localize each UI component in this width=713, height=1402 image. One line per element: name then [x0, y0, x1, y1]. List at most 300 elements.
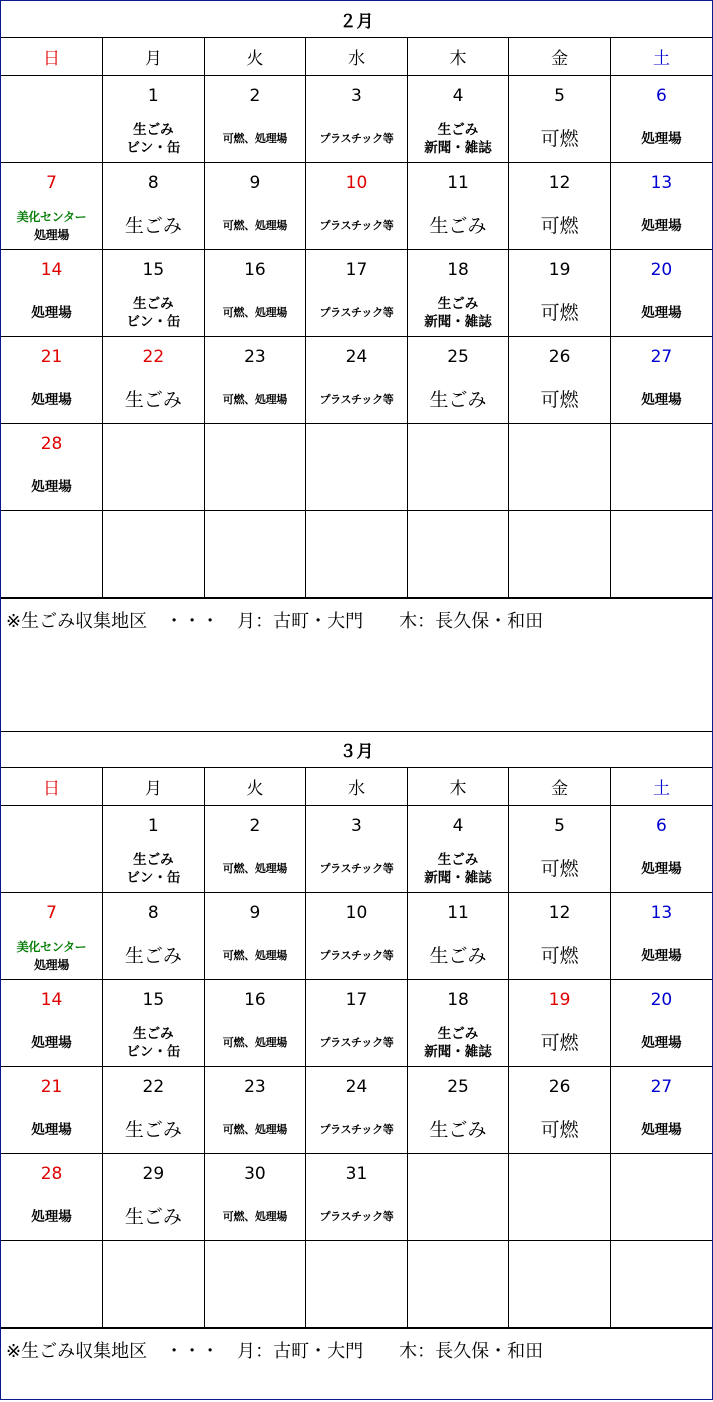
day-cell — [306, 1066, 408, 1153]
day-cell — [509, 892, 611, 979]
weekday-header: 火 — [204, 38, 306, 75]
week-row — [1, 249, 712, 336]
empty-day-cell — [610, 1240, 712, 1327]
collection-type — [205, 1111, 306, 1149]
weekday-header: 土 — [610, 38, 712, 75]
collection-note-area — [1, 1328, 712, 1402]
collection-type-line: 可燃、処理場 — [222, 1122, 287, 1136]
empty-day-cell — [1, 75, 103, 162]
collection-type-line: プラスチック等 — [319, 218, 394, 232]
day-number: 4 — [452, 815, 464, 836]
empty-day-cell — [103, 423, 205, 510]
day-cell — [306, 162, 408, 249]
week-row — [1, 892, 712, 979]
day-cell — [610, 249, 712, 336]
month-march — [1, 731, 712, 1402]
collection-type-line: 生ごみ — [437, 851, 479, 868]
collection-type — [205, 120, 306, 158]
day-cell — [204, 162, 306, 249]
empty-day-cell — [204, 510, 306, 597]
day-number: 4 — [452, 85, 464, 106]
day-cell — [610, 336, 712, 423]
collection-type — [408, 207, 509, 245]
collection-type — [611, 120, 712, 158]
collection-type-line: 生ごみ — [133, 295, 174, 312]
week-row — [1, 423, 712, 510]
week-row — [1, 1153, 712, 1240]
day-number: 18 — [447, 259, 469, 280]
day-number: 9 — [249, 172, 261, 193]
day-number: 21 — [40, 1076, 63, 1097]
weekday-header: 金 — [509, 38, 611, 75]
collection-type — [408, 294, 509, 332]
day-number: 24 — [345, 346, 368, 367]
day-cell — [306, 892, 408, 979]
day-number: 28 — [40, 1163, 63, 1184]
collection-type-line: 処理場 — [641, 1121, 682, 1138]
collection-type-line: 処理場 — [31, 1208, 72, 1225]
day-cell — [407, 892, 509, 979]
day-number: 19 — [548, 989, 571, 1010]
day-cell — [204, 979, 306, 1066]
collection-type-line: プラスチック等 — [319, 1209, 394, 1223]
collection-type — [408, 850, 509, 888]
collection-type — [103, 207, 204, 245]
collection-type-line: 可燃、処理場 — [222, 305, 287, 319]
collection-type-line: 生ごみ — [133, 1025, 174, 1042]
day-number: 30 — [244, 1163, 266, 1184]
day-cell — [1, 423, 103, 510]
collection-type — [103, 1024, 204, 1062]
day-cell — [306, 75, 408, 162]
weekday-header: 日 — [1, 768, 103, 805]
day-number: 20 — [650, 259, 673, 280]
day-number: 20 — [650, 989, 673, 1010]
collection-type-line: 生ごみ — [437, 1025, 479, 1042]
collection-type-line: 可燃、処理場 — [222, 1209, 287, 1223]
empty-day-cell — [204, 423, 306, 510]
collection-type-line: 生ごみ — [124, 1118, 182, 1141]
day-cell — [1, 1153, 103, 1240]
collection-type-line: 可燃、処理場 — [222, 131, 287, 145]
day-cell — [204, 75, 306, 162]
collection-type-line: プラスチック等 — [319, 1035, 394, 1049]
day-cell — [407, 1066, 509, 1153]
empty-day-cell — [103, 1240, 205, 1327]
collection-type — [611, 937, 712, 975]
collection-type — [306, 1198, 407, 1236]
day-number: 28 — [40, 433, 63, 454]
collection-type-line: 可燃、処理場 — [222, 861, 287, 875]
day-cell — [103, 805, 205, 892]
collection-type — [103, 937, 204, 975]
collection-type — [408, 1024, 509, 1062]
collection-type-line: 処理場 — [33, 227, 70, 242]
day-cell — [1, 892, 103, 979]
collection-type-line: 可燃 — [540, 301, 579, 324]
collection-type — [611, 1111, 712, 1149]
collection-type-line: 処理場 — [31, 1121, 72, 1138]
day-cell — [103, 979, 205, 1066]
day-cell — [610, 892, 712, 979]
collection-type — [1, 937, 102, 975]
empty-day-cell — [306, 1240, 408, 1327]
weekday-header: 木 — [407, 768, 509, 805]
collection-type — [103, 381, 204, 419]
day-number: 31 — [345, 1163, 368, 1184]
day-cell — [407, 75, 509, 162]
empty-day-cell — [1, 805, 103, 892]
collection-type-line: 処理場 — [31, 478, 72, 495]
empty-day-cell — [407, 1240, 509, 1327]
day-number: 13 — [650, 902, 673, 923]
collection-type-line: 生ごみ — [437, 295, 479, 312]
day-cell — [306, 1153, 408, 1240]
day-cell — [306, 805, 408, 892]
day-number: 10 — [345, 172, 368, 193]
collection-type — [509, 1111, 610, 1149]
collection-type — [306, 120, 407, 158]
empty-day-cell — [610, 423, 712, 510]
day-number: 27 — [650, 1076, 673, 1097]
collection-type — [509, 850, 610, 888]
day-number: 22 — [142, 1076, 165, 1097]
day-number: 25 — [447, 1076, 469, 1097]
collection-type-line: 生ごみ — [133, 851, 174, 868]
day-cell — [103, 162, 205, 249]
day-number: 12 — [548, 902, 571, 923]
day-number: 11 — [447, 172, 469, 193]
collection-area-note: ※生ごみ収集地区 ・・・ 月：古町・大門 木：長久保・和田 — [6, 610, 544, 632]
empty-day-cell — [509, 510, 611, 597]
collection-type — [205, 294, 306, 332]
collection-type — [205, 381, 306, 419]
week-row — [1, 1066, 712, 1153]
collection-type-line: 生ごみ — [124, 944, 182, 967]
empty-day-cell — [103, 510, 205, 597]
day-cell — [204, 249, 306, 336]
month-title: ３月 — [1, 731, 712, 768]
collection-type-line: 新聞・雑誌 — [424, 1043, 492, 1060]
empty-day-cell — [509, 1153, 611, 1240]
calendar-grid — [1, 38, 712, 598]
day-cell — [204, 336, 306, 423]
day-cell — [103, 892, 205, 979]
day-number: 3 — [351, 815, 362, 836]
day-number: 23 — [244, 1076, 266, 1097]
collection-type — [306, 1024, 407, 1062]
day-number: 7 — [46, 902, 57, 923]
collection-type — [408, 937, 509, 975]
day-cell — [509, 979, 611, 1066]
collection-type — [1, 1024, 102, 1062]
collection-type-line: 処理場 — [31, 391, 72, 408]
collection-type-line: 可燃 — [540, 214, 579, 237]
collection-type-line: 処理場 — [31, 1034, 72, 1051]
month-title: ２月 — [1, 1, 712, 38]
week-row — [1, 510, 712, 597]
empty-day-cell — [1, 510, 103, 597]
day-cell — [610, 162, 712, 249]
collection-type-line: 処理場 — [641, 1034, 682, 1051]
collection-type-line: 処理場 — [641, 391, 682, 408]
collection-type — [306, 381, 407, 419]
empty-day-cell — [610, 510, 712, 597]
day-cell — [103, 249, 205, 336]
collection-type-line: 生ごみ — [124, 388, 182, 411]
day-number: 10 — [345, 902, 368, 923]
collection-type-line: 可燃 — [540, 388, 579, 411]
collection-type-line: 可燃 — [540, 1118, 579, 1141]
collection-type — [306, 207, 407, 245]
empty-day-cell — [509, 1240, 611, 1327]
weekday-header: 月 — [103, 768, 205, 805]
collection-type — [611, 850, 712, 888]
day-number: 3 — [351, 85, 362, 106]
day-number: 13 — [650, 172, 673, 193]
day-number: 24 — [345, 1076, 368, 1097]
collection-type-line: プラスチック等 — [319, 861, 394, 875]
day-cell — [509, 75, 611, 162]
collection-type-line: 処理場 — [31, 304, 72, 321]
collection-type-line: 処理場 — [641, 860, 682, 877]
day-cell — [1, 162, 103, 249]
weekday-header: 木 — [407, 38, 509, 75]
day-cell — [103, 75, 205, 162]
collection-type-line: 生ごみ — [429, 214, 487, 237]
day-number: 26 — [548, 346, 571, 367]
day-number: 16 — [244, 259, 266, 280]
collection-type-line: 可燃、処理場 — [222, 218, 287, 232]
collection-type — [306, 1111, 407, 1149]
day-cell — [1, 249, 103, 336]
collection-type — [509, 1024, 610, 1062]
day-number: 6 — [656, 85, 667, 106]
collection-type — [205, 1198, 306, 1236]
day-number: 8 — [147, 902, 159, 923]
day-number: 15 — [142, 259, 165, 280]
collection-type — [509, 207, 610, 245]
collection-type — [509, 294, 610, 332]
collection-type — [1, 381, 102, 419]
day-number: 14 — [40, 989, 63, 1010]
day-number: 2 — [249, 815, 261, 836]
week-row — [1, 75, 712, 162]
day-number: 1 — [147, 85, 159, 106]
collection-type — [205, 207, 306, 245]
day-cell — [103, 1066, 205, 1153]
collection-type-line: 処理場 — [641, 130, 682, 147]
day-number: 17 — [345, 259, 368, 280]
collection-type-line: 処理場 — [641, 947, 682, 964]
day-number: 18 — [447, 989, 469, 1010]
collection-type — [103, 850, 204, 888]
day-number: 29 — [142, 1163, 165, 1184]
day-cell — [610, 979, 712, 1066]
week-row — [1, 805, 712, 892]
collection-type-line: 可燃 — [540, 1031, 579, 1054]
collection-type — [205, 1024, 306, 1062]
collection-type-line: ビン・缶 — [126, 139, 181, 156]
day-number: 15 — [142, 989, 165, 1010]
collection-type — [611, 207, 712, 245]
collection-note-area — [1, 598, 712, 747]
collection-type — [1, 468, 102, 506]
week-row — [1, 162, 712, 249]
collection-type — [1, 207, 102, 245]
collection-type — [611, 381, 712, 419]
collection-type-line: 生ごみ — [429, 1118, 487, 1141]
collection-type-line: プラスチック等 — [319, 392, 394, 406]
day-cell — [1, 1066, 103, 1153]
day-number: 12 — [548, 172, 571, 193]
collection-type — [509, 120, 610, 158]
day-cell — [103, 1153, 205, 1240]
collection-type-line: ビン・缶 — [126, 313, 181, 330]
day-number: 16 — [244, 989, 266, 1010]
weekday-header: 水 — [306, 768, 408, 805]
day-cell — [204, 892, 306, 979]
collection-area-note: ※生ごみ収集地区 ・・・ 月：古町・大門 木：長久保・和田 — [6, 1340, 544, 1362]
collection-type — [103, 120, 204, 158]
collection-type — [103, 294, 204, 332]
empty-day-cell — [509, 423, 611, 510]
weekday-header: 土 — [610, 768, 712, 805]
day-number: 26 — [548, 1076, 571, 1097]
day-cell — [204, 805, 306, 892]
weekday-header: 金 — [509, 768, 611, 805]
day-number: 11 — [447, 902, 469, 923]
collection-type-line: 生ごみ — [133, 121, 174, 138]
calendar-grid — [1, 768, 712, 1328]
weekday-header: 水 — [306, 38, 408, 75]
collection-type-line: 生ごみ — [124, 214, 182, 237]
collection-type — [103, 1198, 204, 1236]
collection-type-line: 生ごみ — [429, 388, 487, 411]
day-cell — [407, 249, 509, 336]
day-number: 22 — [142, 346, 165, 367]
empty-day-cell — [407, 1153, 509, 1240]
day-number: 25 — [447, 346, 469, 367]
day-number: 21 — [40, 346, 63, 367]
day-number: 5 — [554, 815, 565, 836]
month-february — [1, 1, 712, 747]
collection-type — [1, 1111, 102, 1149]
day-cell — [306, 336, 408, 423]
day-number: 2 — [249, 85, 261, 106]
day-number: 5 — [554, 85, 565, 106]
day-number: 1 — [147, 815, 159, 836]
day-cell — [509, 162, 611, 249]
day-cell — [509, 1066, 611, 1153]
day-cell — [204, 1066, 306, 1153]
collection-type-line: 可燃、処理場 — [222, 1035, 287, 1049]
collection-type-line: 新聞・雑誌 — [424, 139, 492, 156]
collection-type — [103, 1111, 204, 1149]
day-number: 19 — [548, 259, 571, 280]
day-number: 9 — [249, 902, 261, 923]
day-cell — [407, 979, 509, 1066]
collection-type — [611, 294, 712, 332]
empty-day-cell — [306, 510, 408, 597]
day-number: 17 — [345, 989, 368, 1010]
week-row — [1, 979, 712, 1066]
weekday-header: 火 — [204, 768, 306, 805]
collection-type — [306, 294, 407, 332]
day-number: 8 — [147, 172, 159, 193]
collection-type-line: プラスチック等 — [319, 1122, 394, 1136]
collection-type-line: プラスチック等 — [319, 131, 394, 145]
empty-day-cell — [306, 423, 408, 510]
week-row — [1, 1240, 712, 1327]
day-number: 27 — [650, 346, 673, 367]
day-cell — [610, 75, 712, 162]
empty-day-cell — [1, 1240, 103, 1327]
collection-type-line: 可燃 — [540, 857, 579, 880]
day-number: 23 — [244, 346, 266, 367]
collection-type-line: 処理場 — [33, 957, 70, 972]
collection-type-line: 可燃 — [540, 127, 579, 150]
collection-type — [1, 294, 102, 332]
day-cell — [204, 1153, 306, 1240]
day-number: 14 — [40, 259, 63, 280]
day-cell — [103, 336, 205, 423]
collection-type-line: ビン・缶 — [126, 1043, 181, 1060]
day-cell — [407, 336, 509, 423]
collection-type-line: プラスチック等 — [319, 948, 394, 962]
collection-type-line: 生ごみ — [124, 1205, 182, 1228]
collection-type — [306, 850, 407, 888]
collection-type-line: 処理場 — [641, 304, 682, 321]
empty-day-cell — [407, 510, 509, 597]
collection-type — [205, 937, 306, 975]
day-cell — [1, 336, 103, 423]
collection-type-line: 生ごみ — [437, 121, 479, 138]
week-row — [1, 336, 712, 423]
day-cell — [610, 1066, 712, 1153]
collection-type-line: 新聞・雑誌 — [424, 869, 492, 886]
collection-type-line: 可燃、処理場 — [222, 948, 287, 962]
collection-type-line: 可燃 — [540, 944, 579, 967]
collection-type — [408, 120, 509, 158]
weekday-header: 月 — [103, 38, 205, 75]
empty-day-cell — [407, 423, 509, 510]
day-cell — [306, 979, 408, 1066]
collection-type — [611, 1024, 712, 1062]
empty-day-cell — [204, 1240, 306, 1327]
day-cell — [509, 249, 611, 336]
collection-type-line: プラスチック等 — [319, 305, 394, 319]
collection-type — [408, 381, 509, 419]
collection-type — [408, 1111, 509, 1149]
day-cell — [1, 979, 103, 1066]
weekday-header: 日 — [1, 38, 103, 75]
day-cell — [610, 805, 712, 892]
collection-type-line: 美化センター — [16, 939, 87, 954]
collection-type — [1, 1198, 102, 1236]
collection-type — [205, 850, 306, 888]
day-cell — [509, 336, 611, 423]
collection-type-line: 処理場 — [641, 217, 682, 234]
collection-type-line: 生ごみ — [429, 944, 487, 967]
collection-type-line: 新聞・雑誌 — [424, 313, 492, 330]
day-cell — [306, 249, 408, 336]
day-cell — [509, 805, 611, 892]
collection-type-line: ビン・缶 — [126, 869, 181, 886]
collection-type — [509, 937, 610, 975]
collection-type — [306, 937, 407, 975]
day-cell — [407, 162, 509, 249]
